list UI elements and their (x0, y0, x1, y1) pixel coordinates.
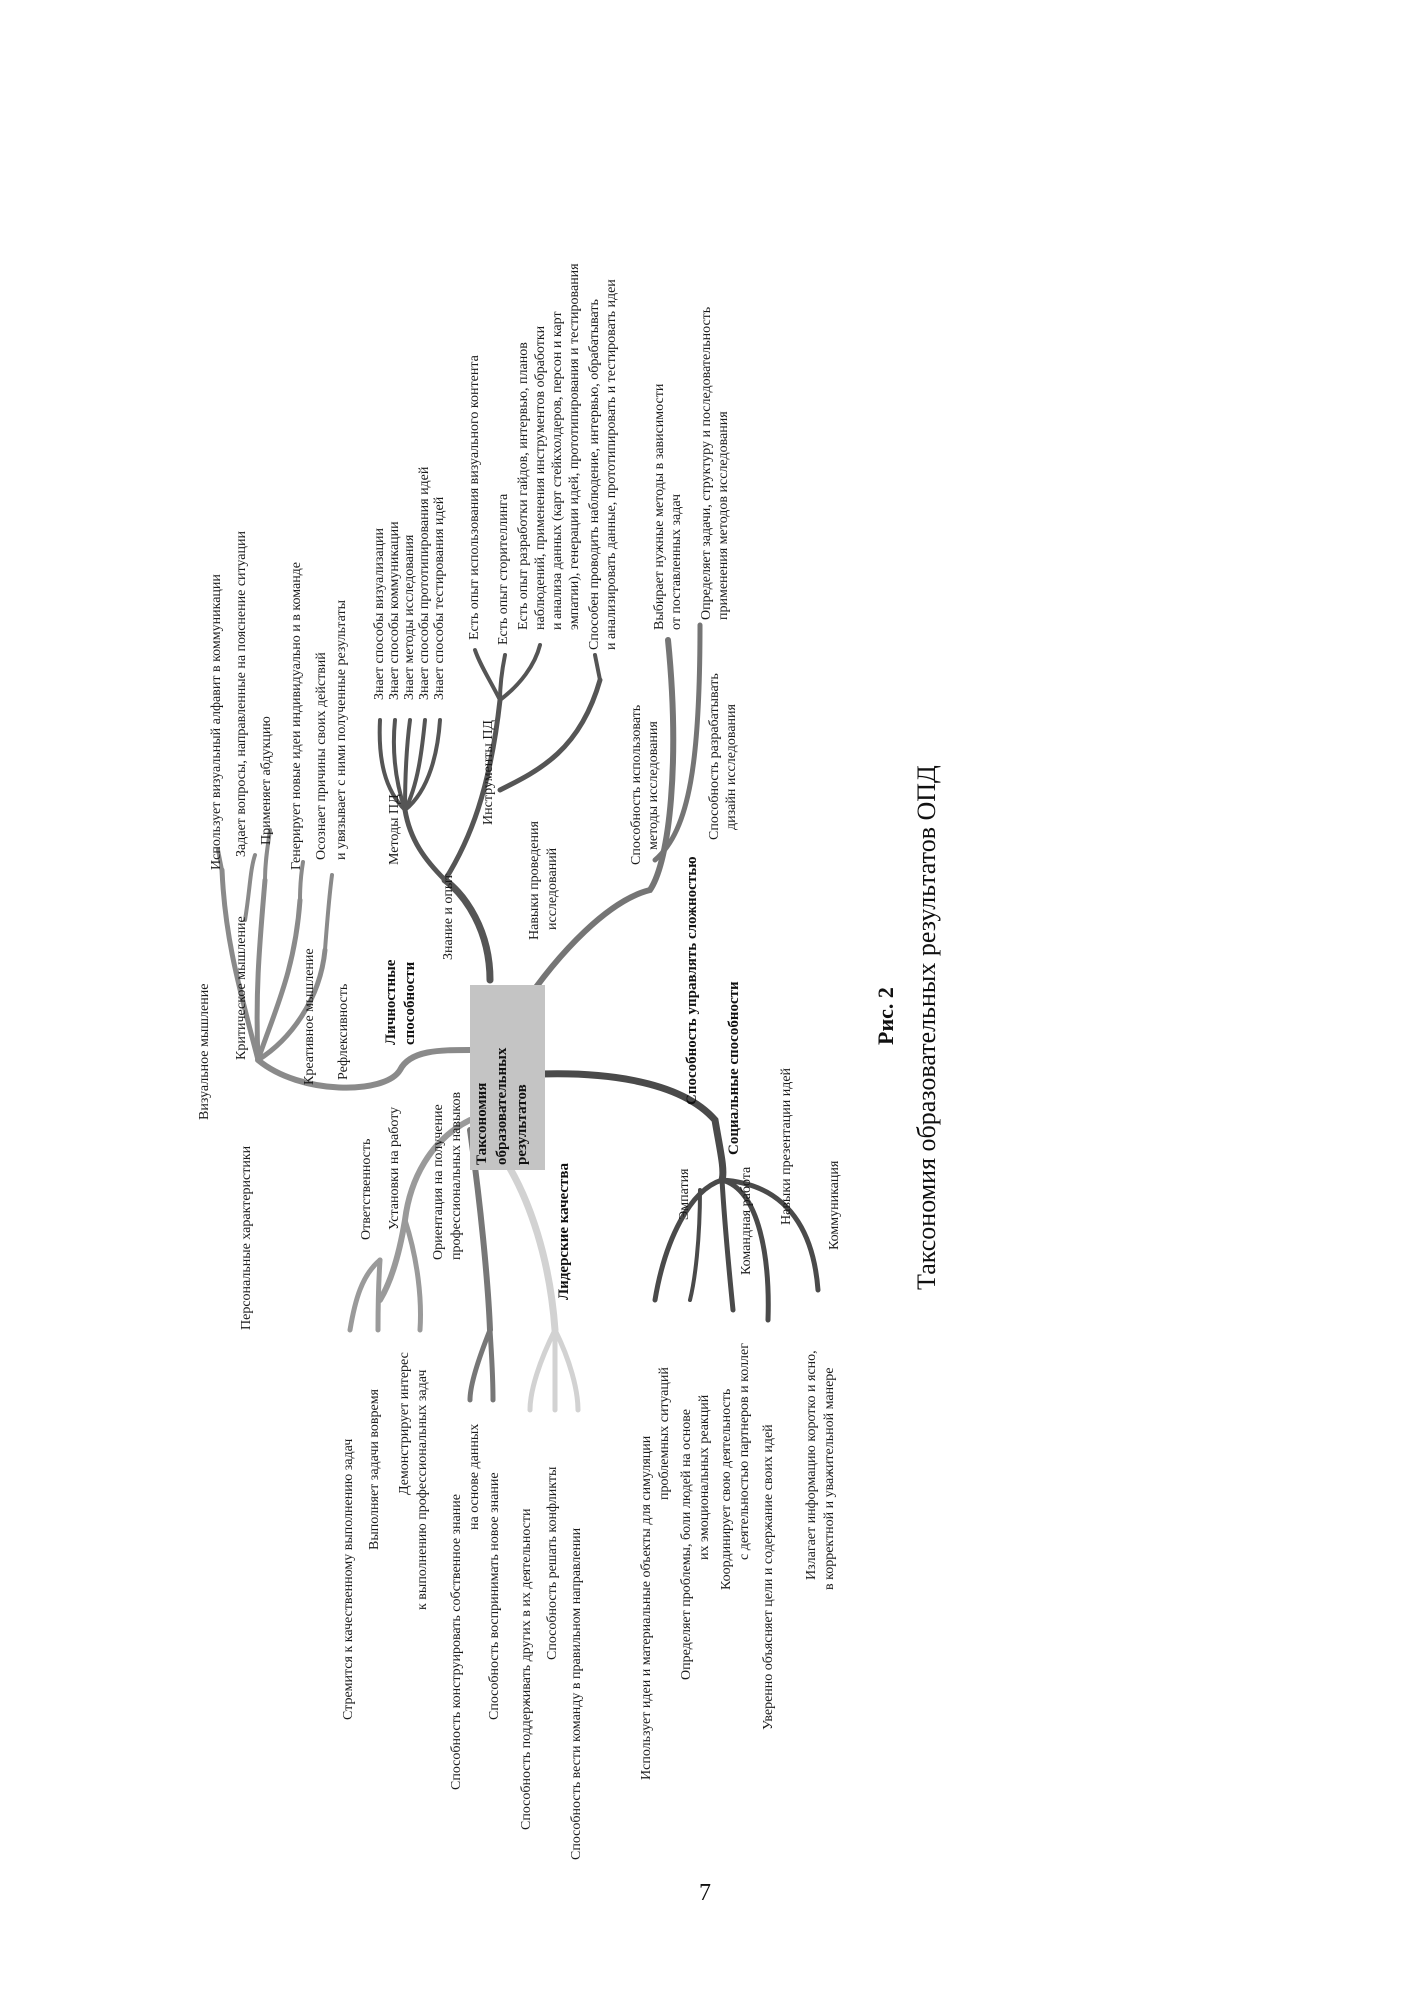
social-sub-2: Навыки презентации идей (779, 1067, 794, 1225)
knowledge-sub-2a: Навыки проведения (527, 821, 542, 940)
social-sub-0: Эмпатия (677, 1168, 692, 1220)
branch-complexity-sub2 (655, 625, 700, 860)
branch-personal-main (258, 1050, 470, 1088)
branch-leader-l1 (530, 1330, 555, 1410)
branch-personal-leaf2 (245, 855, 255, 920)
complexity-leaf-1b: применения методов исследования (716, 411, 731, 620)
branch-personal-sub3 (258, 900, 300, 1060)
branch-work-l3 (405, 1220, 420, 1330)
complexity-sub-0b: методы исследования (646, 721, 661, 850)
center-line-3: результатов (514, 1084, 530, 1165)
work-leaf-2b: к выполнению профессиональных задач (415, 1369, 430, 1610)
work-leaf-3a: Способность конструировать собственное знание (449, 1494, 464, 1790)
methods-leaf-1: Знает способы коммуникации (387, 521, 402, 700)
work-leaf-2a: Демонстрирует интерес (397, 1352, 412, 1495)
personal-sub-0: Визуальное мышление (197, 983, 212, 1120)
personal-title-2: способности (402, 961, 418, 1045)
methods-leaf-4: Знает способы тестирования идей (432, 496, 447, 700)
branch-research-l1 (595, 655, 600, 680)
complexity-sub-0a: Способность использовать (629, 704, 644, 865)
social-title: Социальные способности (726, 981, 742, 1155)
figure-title: Таксономия образовательных результатов ОПД (912, 765, 941, 1290)
branch-leader-l3 (555, 1330, 578, 1410)
personal-leaf-4a: Осознает причины своих действий (314, 652, 329, 860)
figure-caption (873, 765, 941, 1290)
personal-title-1: Личностные (383, 959, 399, 1045)
work-sub-1a: Ориентация на получение (431, 1104, 446, 1260)
branch-tools-l2 (500, 655, 505, 700)
work-leaf-4: Способность воспринимать новое знание (487, 1472, 502, 1720)
leader-leaf-2: Способность вести команду в правильном направлении (569, 1527, 584, 1860)
branch-tools-l3 (500, 645, 540, 700)
methods-leaf-2: Знает методы исследования (402, 534, 417, 700)
personal-sub-3: Рефлексивность (336, 983, 351, 1080)
complexity-leaf-1a: Определяет задачи, структуру и последовательность (699, 306, 714, 620)
social-leaf-4b: в корректной и уважительной манере (822, 1367, 837, 1590)
research-leaf-0a: Способен проводить наблюдение, интервью, обрабатывать (587, 299, 602, 650)
social-leaf-2b: с деятельностью партнеров и коллег (737, 1343, 752, 1560)
research-leaf-0b: и анализировать данные, прототипировать и тестировать идеи (604, 279, 619, 650)
work-leaf-3b: на основе данных (467, 1423, 482, 1530)
personal-sub-2: Креативное мышление (302, 948, 317, 1085)
branch-tools-l1 (475, 650, 500, 700)
work-leaf-0: Стремится к качественному выполнению задач (341, 1438, 356, 1720)
branch-work-orient-l2 (490, 1330, 493, 1400)
methods-leaf-3: Знает способы прототипирования идей (417, 466, 432, 700)
tools-leaf-0: Есть опыт использования визуального контента (467, 355, 482, 640)
social-sub-3: Коммуникация (827, 1160, 842, 1250)
branch-social-team (722, 1180, 733, 1310)
social-sub-1: Командная работа (739, 1166, 754, 1275)
center-line-2: образовательных (494, 1047, 510, 1165)
social-leaf-3: Уверенно объясняет цели и содержание своих идей (761, 1424, 776, 1730)
personal-leaf-1: Задает вопросы, направленные на пояснение ситуации (234, 531, 249, 857)
branch-social-comm (722, 1180, 818, 1290)
tools-leaf-2a: Есть опыт разработки гайдов, интервью, планов (516, 342, 531, 630)
personal-leaf-2: Применяет абдукцию (259, 716, 274, 845)
tools-leaf-2d: эмпатии), генерации идей, прототипирования и тестирования (567, 263, 582, 630)
complexity-sub-1a: Способность разрабатывать (707, 673, 722, 840)
complexity-sub-1b: дизайн исследования (724, 704, 739, 830)
work-leaf-1: Выполняет задачи вовремя (367, 1389, 382, 1550)
work-sub-1b: профессиональных навыков (449, 1091, 464, 1260)
tools-leaf-2b: наблюдений, применения инструментов обработки (533, 325, 548, 630)
branch-knowledge-research (500, 680, 600, 790)
personal-sub-1: Критическое мышление (234, 916, 249, 1060)
complexity-leaf-0a: Выбирает нужные методы в зависимости (652, 383, 667, 630)
center-line-1: Таксономия (474, 1082, 490, 1165)
page-number: 7 (699, 1880, 711, 1906)
knowledge-sub-2b: исследований (545, 847, 560, 930)
complexity-leaf-0b: от поставленных задач (669, 493, 684, 630)
social-leaf-2a: Координирует свою деятельность (719, 1388, 734, 1590)
branch-work-orient-l1 (470, 1330, 490, 1400)
complexity-title: Способность управлять сложностью (684, 856, 700, 1105)
branch-personal-sub2 (257, 880, 265, 1060)
center-node (470, 985, 545, 1170)
personal-leaf-0: Использует визуальный алфавит в коммуникации (209, 574, 224, 870)
figure-label: Рис. 2 (873, 987, 898, 1045)
leader-leaf-1: Способность решать конфликты (545, 1466, 560, 1660)
social-leaf-1a: Определяет проблемы, боли людей на основе (679, 1409, 694, 1680)
personal-leaf-4b: и увязывает с ними полученные результаты (334, 600, 349, 860)
tools-leaf-2c: и анализа данных (карт стейкхолдеров, персон и карт (550, 311, 565, 630)
social-leaf-4a: Излагает информацию коротко и ясно, (804, 1350, 819, 1580)
work-sub-0: Ответственность (359, 1138, 374, 1240)
methods-leaf-0: Знает способы визуализации (372, 527, 387, 700)
personal-leaf-3: Генерирует новые идеи индивидуально и в команде (289, 561, 304, 870)
knowledge-sub-1: Инструменты ПД (481, 720, 496, 825)
knowledge-sub-0: Методы ПД (387, 794, 402, 865)
leader-title: Лидерские качества (556, 1163, 572, 1300)
branch-work-l2 (378, 1260, 380, 1330)
work-title: Установки на работу (387, 1106, 402, 1230)
personal-hub: Персональные характеристики (239, 1145, 254, 1330)
social-leaf-1b: их эмоциональных реакций (697, 1394, 712, 1560)
social-leaf-0b: проблемных ситуаций (657, 1367, 672, 1500)
branch-personal-leaf5 (325, 875, 332, 950)
social-leaf-0a: Использует идеи и материальные объекты для симуляции (639, 1435, 654, 1780)
knowledge-title: Знание и опыт (441, 873, 456, 960)
leader-leaf-0: Способность поддерживать других в их деятельности (519, 1508, 534, 1830)
branch-leader-main (505, 1160, 555, 1330)
branch-work-l1 (350, 1260, 380, 1330)
branch-knowledge-methods (405, 810, 445, 880)
tools-leaf-1: Есть опыт сторителлинга (496, 493, 511, 645)
